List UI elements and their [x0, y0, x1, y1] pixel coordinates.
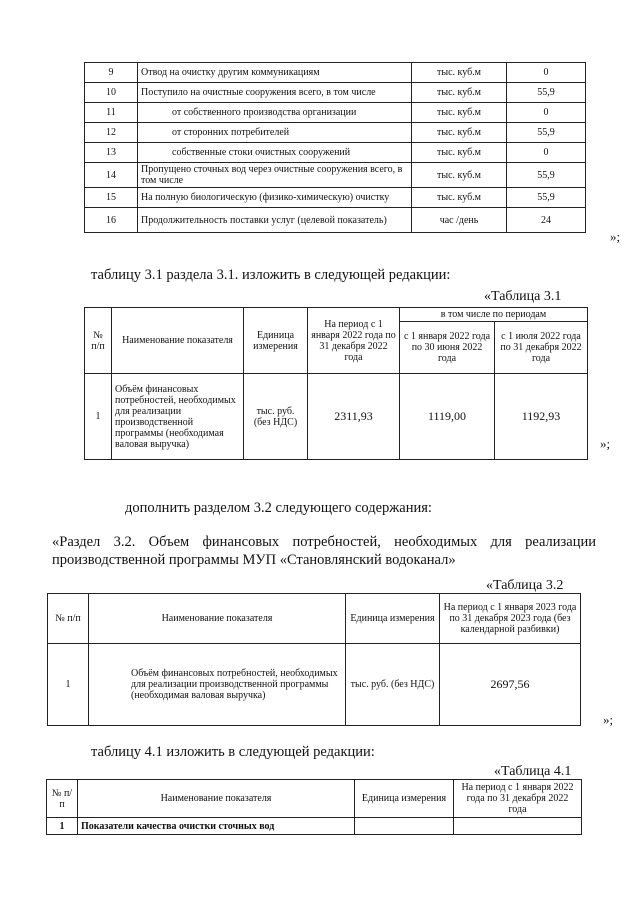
table-4-1-label: «Таблица 4.1 [494, 764, 572, 779]
col-header-period: На период с 1 января 2023 года по 31 декабря 2023 года (без календарной разбивки) [440, 594, 581, 644]
cell-unit: тыс. куб.м [412, 188, 507, 208]
cell-name: Показатели качества очистки сточных вод [78, 818, 355, 835]
cell-value: 55,9 [507, 83, 586, 103]
cell-num: 13 [85, 143, 138, 163]
table-row [85, 208, 586, 233]
col-header-num: № п/п [85, 308, 112, 374]
table-3-1-label: «Таблица 3.1 [484, 289, 562, 304]
table-row [85, 143, 586, 163]
col-header-including: в том числе по периодам [400, 308, 588, 322]
table-row [85, 63, 586, 83]
cell-num: 12 [85, 123, 138, 143]
cell-name: Продолжительность поставки услуг (целевой показатель) [138, 208, 412, 233]
col-header-name: Наименование показателя [112, 308, 244, 374]
cell-num: 1 [48, 644, 89, 726]
table-row [47, 818, 582, 835]
col-header-num: № п/п [47, 780, 78, 818]
cell-value: 0 [507, 63, 586, 83]
cell-unit: тыс. куб.м [412, 83, 507, 103]
cell-unit: тыс. куб.м [412, 143, 507, 163]
table-row [85, 374, 588, 460]
cell-value: 0 [507, 143, 586, 163]
section-3-2-title: «Раздел 3.2. Объем финансовых потребностей, необходимых для реализации производственной программы МУП «Становлянский водоканал» [52, 534, 596, 568]
cell-name: от сторонних потребителей [138, 123, 412, 143]
table-3-1 [84, 307, 588, 460]
paragraph-table-3-1: таблицу 3.1 раздела 3.1. изложить в следующей редакции: [91, 267, 451, 283]
cell-unit [355, 818, 454, 835]
table-row [85, 163, 586, 188]
table-3-1-closing-quote: »; [600, 436, 611, 451]
cell-unit: тыс. куб.м [412, 163, 507, 188]
cell-period-1: 1119,00 [400, 374, 495, 460]
cell-name: собственные стоки очистных сооружений [138, 143, 412, 163]
table-row [85, 103, 586, 123]
col-header-num: № п/п [48, 594, 89, 644]
cell-num: 9 [85, 63, 138, 83]
cell-name: Поступило на очистные сооружения всего, в том числе [138, 83, 412, 103]
paragraph-section-3-2: дополнить разделом 3.2 следующего содержания: [125, 500, 432, 516]
cell-value: 2697,56 [440, 644, 581, 726]
col-header-unit: Единица измерения [244, 308, 308, 374]
cell-num: 1 [47, 818, 78, 835]
cell-unit: тыс. куб.м [412, 63, 507, 83]
table-3-2-label: «Таблица 3.2 [486, 578, 564, 593]
table-closing-quote: »; [610, 229, 621, 244]
cell-unit: тыс. куб.м [412, 123, 507, 143]
cell-num: 10 [85, 83, 138, 103]
cell-value: 24 [507, 208, 586, 233]
cell-total: 2311,93 [308, 374, 400, 460]
col-header-name: Наименование показателя [89, 594, 346, 644]
col-header-period: На период с 1 января 2022 года по 31 декабря 2022 года [308, 308, 400, 374]
cell-num: 1 [85, 374, 112, 460]
cell-value [454, 818, 582, 835]
cell-name: На полную биологическую (физико-химическую) очистку [138, 188, 412, 208]
table-3-2 [47, 593, 581, 726]
cell-value: 55,9 [507, 163, 586, 188]
table-row [48, 644, 581, 726]
col-header-name: Наименование показателя [78, 780, 355, 818]
cell-value: 0 [507, 103, 586, 123]
production-table [84, 62, 586, 233]
cell-name: Отвод на очистку другим коммуникациям [138, 63, 412, 83]
col-header-period-1: с 1 января 2022 года по 30 июня 2022 года [400, 322, 495, 374]
col-header-period-2: с 1 июля 2022 года по 31 декабря 2022 года [495, 322, 588, 374]
cell-num: 11 [85, 103, 138, 123]
table-row [85, 123, 586, 143]
cell-name: Объём финансовых потребностей, необходимых для реализации производственной программы (необходимая валовая выручка) [89, 644, 346, 726]
cell-num: 15 [85, 188, 138, 208]
cell-name: от собственного производства организации [138, 103, 412, 123]
col-header-unit: Единица измерения [355, 780, 454, 818]
cell-period-2: 1192,93 [495, 374, 588, 460]
cell-num: 14 [85, 163, 138, 188]
cell-value: 55,9 [507, 188, 586, 208]
cell-unit: тыс. руб. (без НДС) [244, 374, 308, 460]
cell-num: 16 [85, 208, 138, 233]
table-3-2-closing-quote: »; [603, 712, 614, 727]
table-row [85, 188, 586, 208]
table-4-1 [46, 779, 582, 835]
cell-name: Пропущено сточных вод через очистные сооружения всего, в том числе [138, 163, 412, 188]
cell-unit: тыс. руб. (без НДС) [346, 644, 440, 726]
table-row [85, 83, 586, 103]
cell-name: Объём финансовых потребностей, необходимых для реализации производственной программы (необходимая валовая выручка) [112, 374, 244, 460]
col-header-period: На период с 1 января 2022 года по 31 декабря 2022 года [454, 780, 582, 818]
col-header-unit: Единица измерения [346, 594, 440, 644]
cell-unit: тыс. куб.м [412, 103, 507, 123]
cell-unit: час /день [412, 208, 507, 233]
cell-value: 55,9 [507, 123, 586, 143]
paragraph-table-4-1: таблицу 4.1 изложить в следующей редакции: [91, 744, 375, 760]
